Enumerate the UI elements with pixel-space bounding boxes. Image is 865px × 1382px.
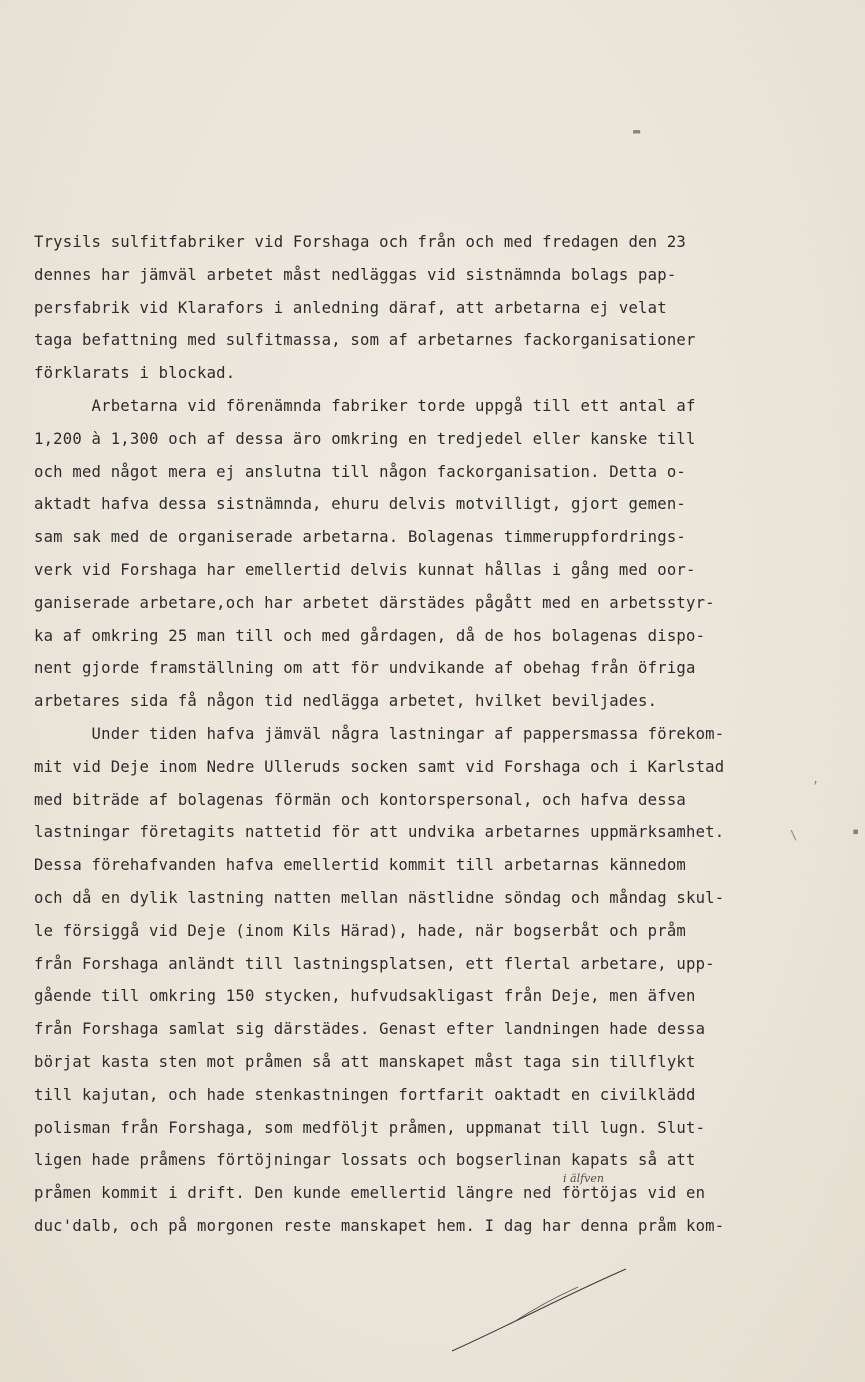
text-line: ganiserade arbetare,och har arbetet därstädes pågått med en arbetsstyr-	[34, 593, 715, 612]
text-line: från Forshaga anländt till lastningsplatsen, ett flertal arbetare, upp-	[34, 954, 715, 973]
text-line: och med något mera ej anslutna till någon fackorganisation. Detta o-	[34, 462, 686, 481]
margin-mark: \	[790, 828, 798, 842]
text-line: från Forshaga samlat sig därstädes. Genast efter landningen hade dessa	[34, 1020, 706, 1039]
text-line: Arbetarna vid förenämnda fabriker torde uppgå till ett antal af	[34, 396, 696, 415]
margin-mark: ▪	[852, 824, 860, 838]
margin-mark: ,	[812, 772, 820, 786]
text-line: persfabrik vid Klarafors i anledning däraf, att arbetarna ej velat	[34, 298, 667, 317]
text-line: le försiggå vid Deje (inom Kils Härad), hade, när bogserbåt och pråm	[34, 921, 686, 940]
text-line: och då en dylik lastning natten mellan nästlidne söndag och måndag skul-	[34, 888, 725, 907]
text-line: arbetares sida få någon tid nedlägga arbetet, hvilket beviljades.	[34, 692, 658, 711]
text-line: Trysils sulfitfabriker vid Forshaga och från och med fredagen den 23	[34, 233, 686, 251]
text-line: börjat kasta sten mot pråmen så att manskapet måst taga sin tillflykt	[34, 1052, 696, 1071]
corner-mark: ▬	[633, 124, 641, 138]
text-line: lastningar företagits nattetid för att undvika arbetarnes uppmärksamhet.	[34, 823, 725, 842]
text-line: med biträde af bolagenas förmän och kontorspersonal, och hafva dessa	[34, 790, 686, 809]
text-line: 1,200 à 1,300 och af dessa äro omkring en tredjedel eller kanske till	[34, 429, 696, 448]
text-line: aktadt hafva dessa sistnämnda, ehuru delvis motvilligt, gjort gemen-	[34, 495, 686, 514]
text-line: taga befattning med sulfitmassa, som af arbetarnes fackorganisationer	[34, 331, 696, 350]
text-line: Dessa förehafvanden hafva emellertid kommit till arbetarnas kännedom	[34, 856, 686, 875]
text-line: ligen hade pråmens förtöjningar lossats och bogserlinan kapats så att	[34, 1151, 696, 1170]
handwritten-insertion: i älfven	[563, 1172, 604, 1185]
typed-text-block	[34, 226, 824, 1243]
text-line: dennes har jämväl arbetet måst nedläggas vid sistnämnda bolags pap-	[34, 265, 677, 284]
pen-stroke-mark	[450, 1265, 630, 1355]
text-line: Under tiden hafva jämväl några lastningar af pappersmassa förekom-	[34, 724, 725, 743]
text-line: mit vid Deje inom Nedre Ulleruds socken samt vid Forshaga och i Karlstad	[34, 757, 725, 776]
text-line: verk vid Forshaga har emellertid delvis kunnat hållas i gång med oor-	[34, 560, 696, 579]
text-line: duc'dalb, och på morgonen reste manskapet hem. I dag har denna pråm kom-	[34, 1216, 725, 1235]
text-line: nent gjorde framställning om att för undvikande af obehag från öfriga	[34, 659, 696, 678]
text-line: gående till omkring 150 stycken, hufvudsakligast från Deje, men äfven	[34, 987, 696, 1006]
text-line: förklarats i blockad.	[34, 364, 236, 383]
text-line: polisman från Forshaga, som medföljt pråmen, uppmanat till lugn. Slut-	[34, 1118, 706, 1137]
text-line: ka af omkring 25 man till och med gårdagen, då de hos bolagenas dispo-	[34, 626, 706, 645]
text-line: till kajutan, och hade stenkastningen fortfarit oaktadt en civilklädd	[34, 1085, 696, 1104]
text-line: sam sak med de organiserade arbetarna. Bolagenas timmeruppfordrings-	[34, 528, 686, 547]
text-line: pråmen kommit i drift. Den kunde emellertid längre ned förtöjas vid en	[34, 1184, 706, 1203]
